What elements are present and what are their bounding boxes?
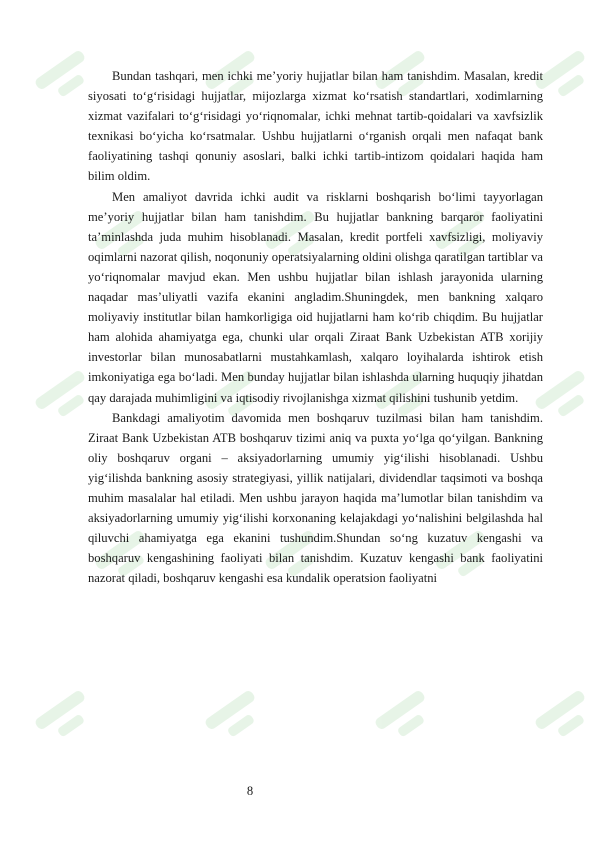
watermark-mark xyxy=(374,689,437,746)
page-number: 8 xyxy=(246,784,254,798)
watermark-mark xyxy=(204,689,267,746)
paragraph-1: Bundan tashqari, men ichki me’yoriy hujjatlar bilan ham tanishdim. Masalan, kredit siyosati to‘g‘risidagi hujjatlar, mijozlarga xizmat ko‘rsatish standartlari, xodimlarning xizmat vazifalari to‘g‘risidagi yo‘riqnomalar, ichki mehnat tartib-qoidalari va xavfsizlik texnikasi bo‘yicha ko‘rsatmalar. Ushbu hujjatlarni o‘rganish orqali men nafaqat bank faoliyatining tashqi qonuniy asoslari, balki ichki tartib-intizom qoidalari haqida ham bilim oldim. xyxy=(88,69,543,184)
paragraph-3: Bankdagi amaliyotim davomida men boshqaruv tuzilmasi bilan ham tanishdim. Ziraat Bank Uzbekistan ATB boshqaruv tizimi aniq va puxta yo‘lga qo‘yilgan. Bankning oliy boshqaruv organi – aksiyadorlarning umumiy yig‘ilishi hisoblanadi. Ushbu yig‘ilishda bankning asosiy strategiyasi, yillik natijalari, dividendlar taqsimoti va boshqa muhim masalalar hal etiladi. Men ushbu jarayon haqida ma’lumotlar bilan tanishdim va aksiyadorlarning umumiy yig‘ilishi korxonaning kelajakdagi yo‘nalishini belgilashda hal qiluvchi ahamiyatga ega ekanini tushundim.Shundan so‘ng kuzatuv kengashi va boshqaruv kengashining faoliyati bilan tanishdim. Kuzatuv kengashi bank faoliyatini nazorat qiladi, boshqaruv kengashi esa kundalik operatsion faoliyatni xyxy=(88,410,543,586)
document-body xyxy=(88,66,543,588)
watermark-mark xyxy=(34,689,97,746)
paragraph-2: Men amaliyot davrida ichki audit va risklarni boshqarish bo‘limi tayyorlagan me’yoriy hujjatlar bilan ham tanishdim. Bu hujjatlar bankning barqaror faoliyatini ta’minlashda juda muhim hisoblanadi. Masalan, kredit portfeli xavfsizligi, moliyaviy oqimlarni nazorat qilish, noqonuniy operatsiyalarning oldini olishga qaratilgan tartiblar va yo‘riqnomalar mavjud ekan. Men ushbu hujjatlar bilan ishlash jarayonida ularning naqadar mas’uliyatli vazifa ekanini angladim.Shuningdek, men bankning xalqaro moliyaviy institutlar bilan hamkorligiga oid hujjatlarni ham ko‘rib chiqdim. Bu hujjatlar ham alohida ahamiyatga ega, chunki ular orqali Ziraat Bank Uzbekistan ATB xorijiy investorlar bilan munosabatlarni mustahkamlash, xalqaro loyihalarda ishtirok etish imkoniyatiga ega bo‘ladi. Men bunday hujjatlar bilan ishlashda ularning huquqiy jihatdan qay darajada muhimligini va iqtisodiy rivojlanishga xizmat qilishini tushunib yetdim. xyxy=(88,189,543,405)
watermark-mark xyxy=(534,689,596,746)
